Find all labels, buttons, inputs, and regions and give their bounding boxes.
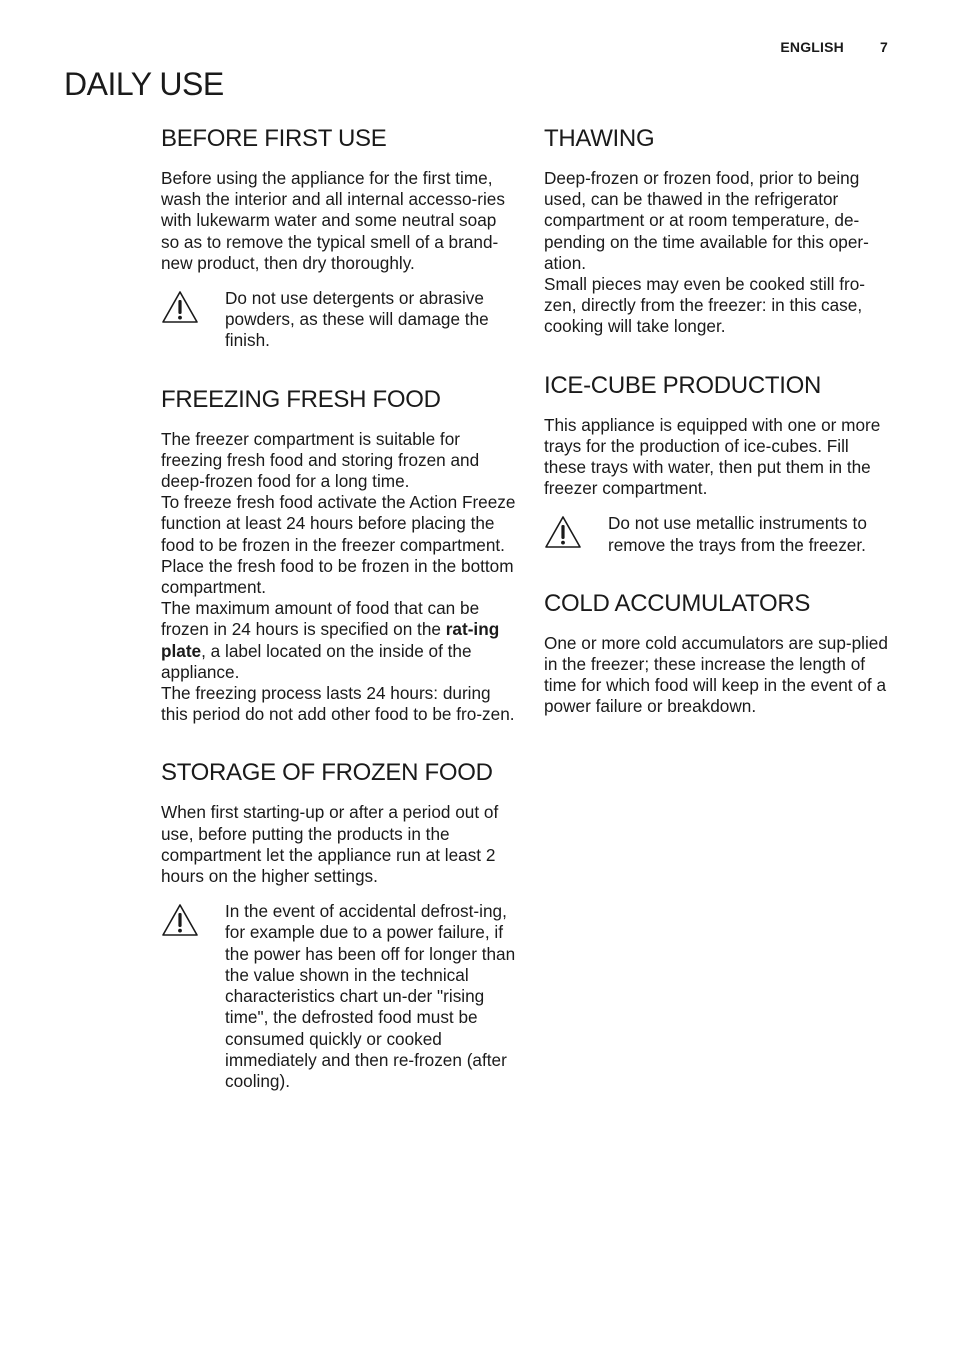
warning-text: Do not use metallic instruments to remove the trays from the freezer. xyxy=(608,513,867,555)
section-title: BEFORE FIRST USE xyxy=(161,125,387,152)
section-body xyxy=(544,415,894,500)
page-header xyxy=(780,39,888,55)
section-body xyxy=(161,429,516,726)
warning-text: In the event of accidental defrost-ing, for example due to a power failure, if the power has been off for longer than the value shown in the technical characteristics chart un-der "rising time", the defrosted food must be consumed quickly or cooked immediately and then re-frozen (after cooling). xyxy=(225,901,516,1091)
warning-triangle-icon xyxy=(161,901,225,937)
warning-text: Do not use detergents or abrasive powders, as these will damage the finish. xyxy=(225,288,489,351)
paragraph: When first starting-up or after a period out of use, before putting the products in the compartment let the appliance run at least 2 hours on the higher settings. xyxy=(161,802,499,887)
warning-note xyxy=(544,513,894,555)
section-title: FREEZING FRESH FOOD xyxy=(161,385,441,413)
section-title: COLD ACCUMULATORS xyxy=(544,589,811,617)
paragraph: This appliance is equipped with one or more trays for the production of ice-cubes. Fill these trays with water, then put them in the freezer compartment. xyxy=(544,414,881,499)
paragraph: To freeze fresh food activate the Action Freeze function at least 24 hours before placing the food to be frozen in the freezer compartment. xyxy=(161,492,516,555)
text-run: , a label located on the inside of the appliance. xyxy=(161,640,472,682)
paragraph: Small pieces may even be cooked still fro-zen, directly from the freezer: in this case, cooking will take longer. xyxy=(544,274,865,337)
paragraph: Deep-frozen or frozen food, prior to being used, can be thawed in the refrigerator compartment or at room temperature, de-pending on the time available for this oper-ation. xyxy=(544,168,869,273)
rating-plate-term: rat-ing plate xyxy=(161,619,500,661)
paragraph: Before using the appliance for the first time, wash the interior and all internal accesso-ries with lukewarm water and some neutral soap so as to remove the typical smell of a brand-new product, then dry thoroughly. xyxy=(161,168,505,273)
section-thawing xyxy=(544,124,894,338)
paragraph xyxy=(161,598,516,683)
paragraph: Place the fresh food to be frozen in the bottom compartment. xyxy=(161,555,514,598)
section-body xyxy=(544,633,894,718)
page-number: 7 xyxy=(880,39,888,55)
text-run: The maximum amount of food that can be frozen in 24 hours is specified on the xyxy=(161,598,480,640)
section-title: ICE-CUBE PRODUCTION xyxy=(544,371,821,399)
left-column xyxy=(161,124,516,1092)
paragraph: One or more cold accumulators are sup-plied in the freezer; these increase the length of time for which food will keep in the event of a power failure or breakdown. xyxy=(544,632,888,717)
page-title: DAILY USE xyxy=(64,66,224,102)
section-before-first-use xyxy=(161,124,516,352)
section-body xyxy=(161,802,516,887)
paragraph: The freezing process lasts 24 hours: during this period do not add other food to be fro-zen. xyxy=(161,683,515,725)
warning-triangle-icon xyxy=(544,513,608,549)
section-title: THAWING xyxy=(544,125,655,152)
section-freezing-fresh-food xyxy=(161,385,516,726)
language-label: ENGLISH xyxy=(780,39,844,55)
section-cold-accumulators xyxy=(544,589,894,718)
section-body xyxy=(544,168,894,338)
warning-note xyxy=(161,288,516,352)
paragraph: The freezer compartment is suitable for freezing fresh food and storing frozen and deep-frozen food for a long time. xyxy=(161,428,480,492)
warning-note xyxy=(161,901,516,1092)
section-body xyxy=(161,168,516,274)
warning-triangle-icon xyxy=(161,288,225,324)
section-title: STORAGE OF FROZEN FOOD xyxy=(161,759,493,787)
section-ice-cube-production xyxy=(544,371,894,556)
right-column xyxy=(544,124,894,718)
section-storage-of-frozen-food xyxy=(161,758,516,1092)
